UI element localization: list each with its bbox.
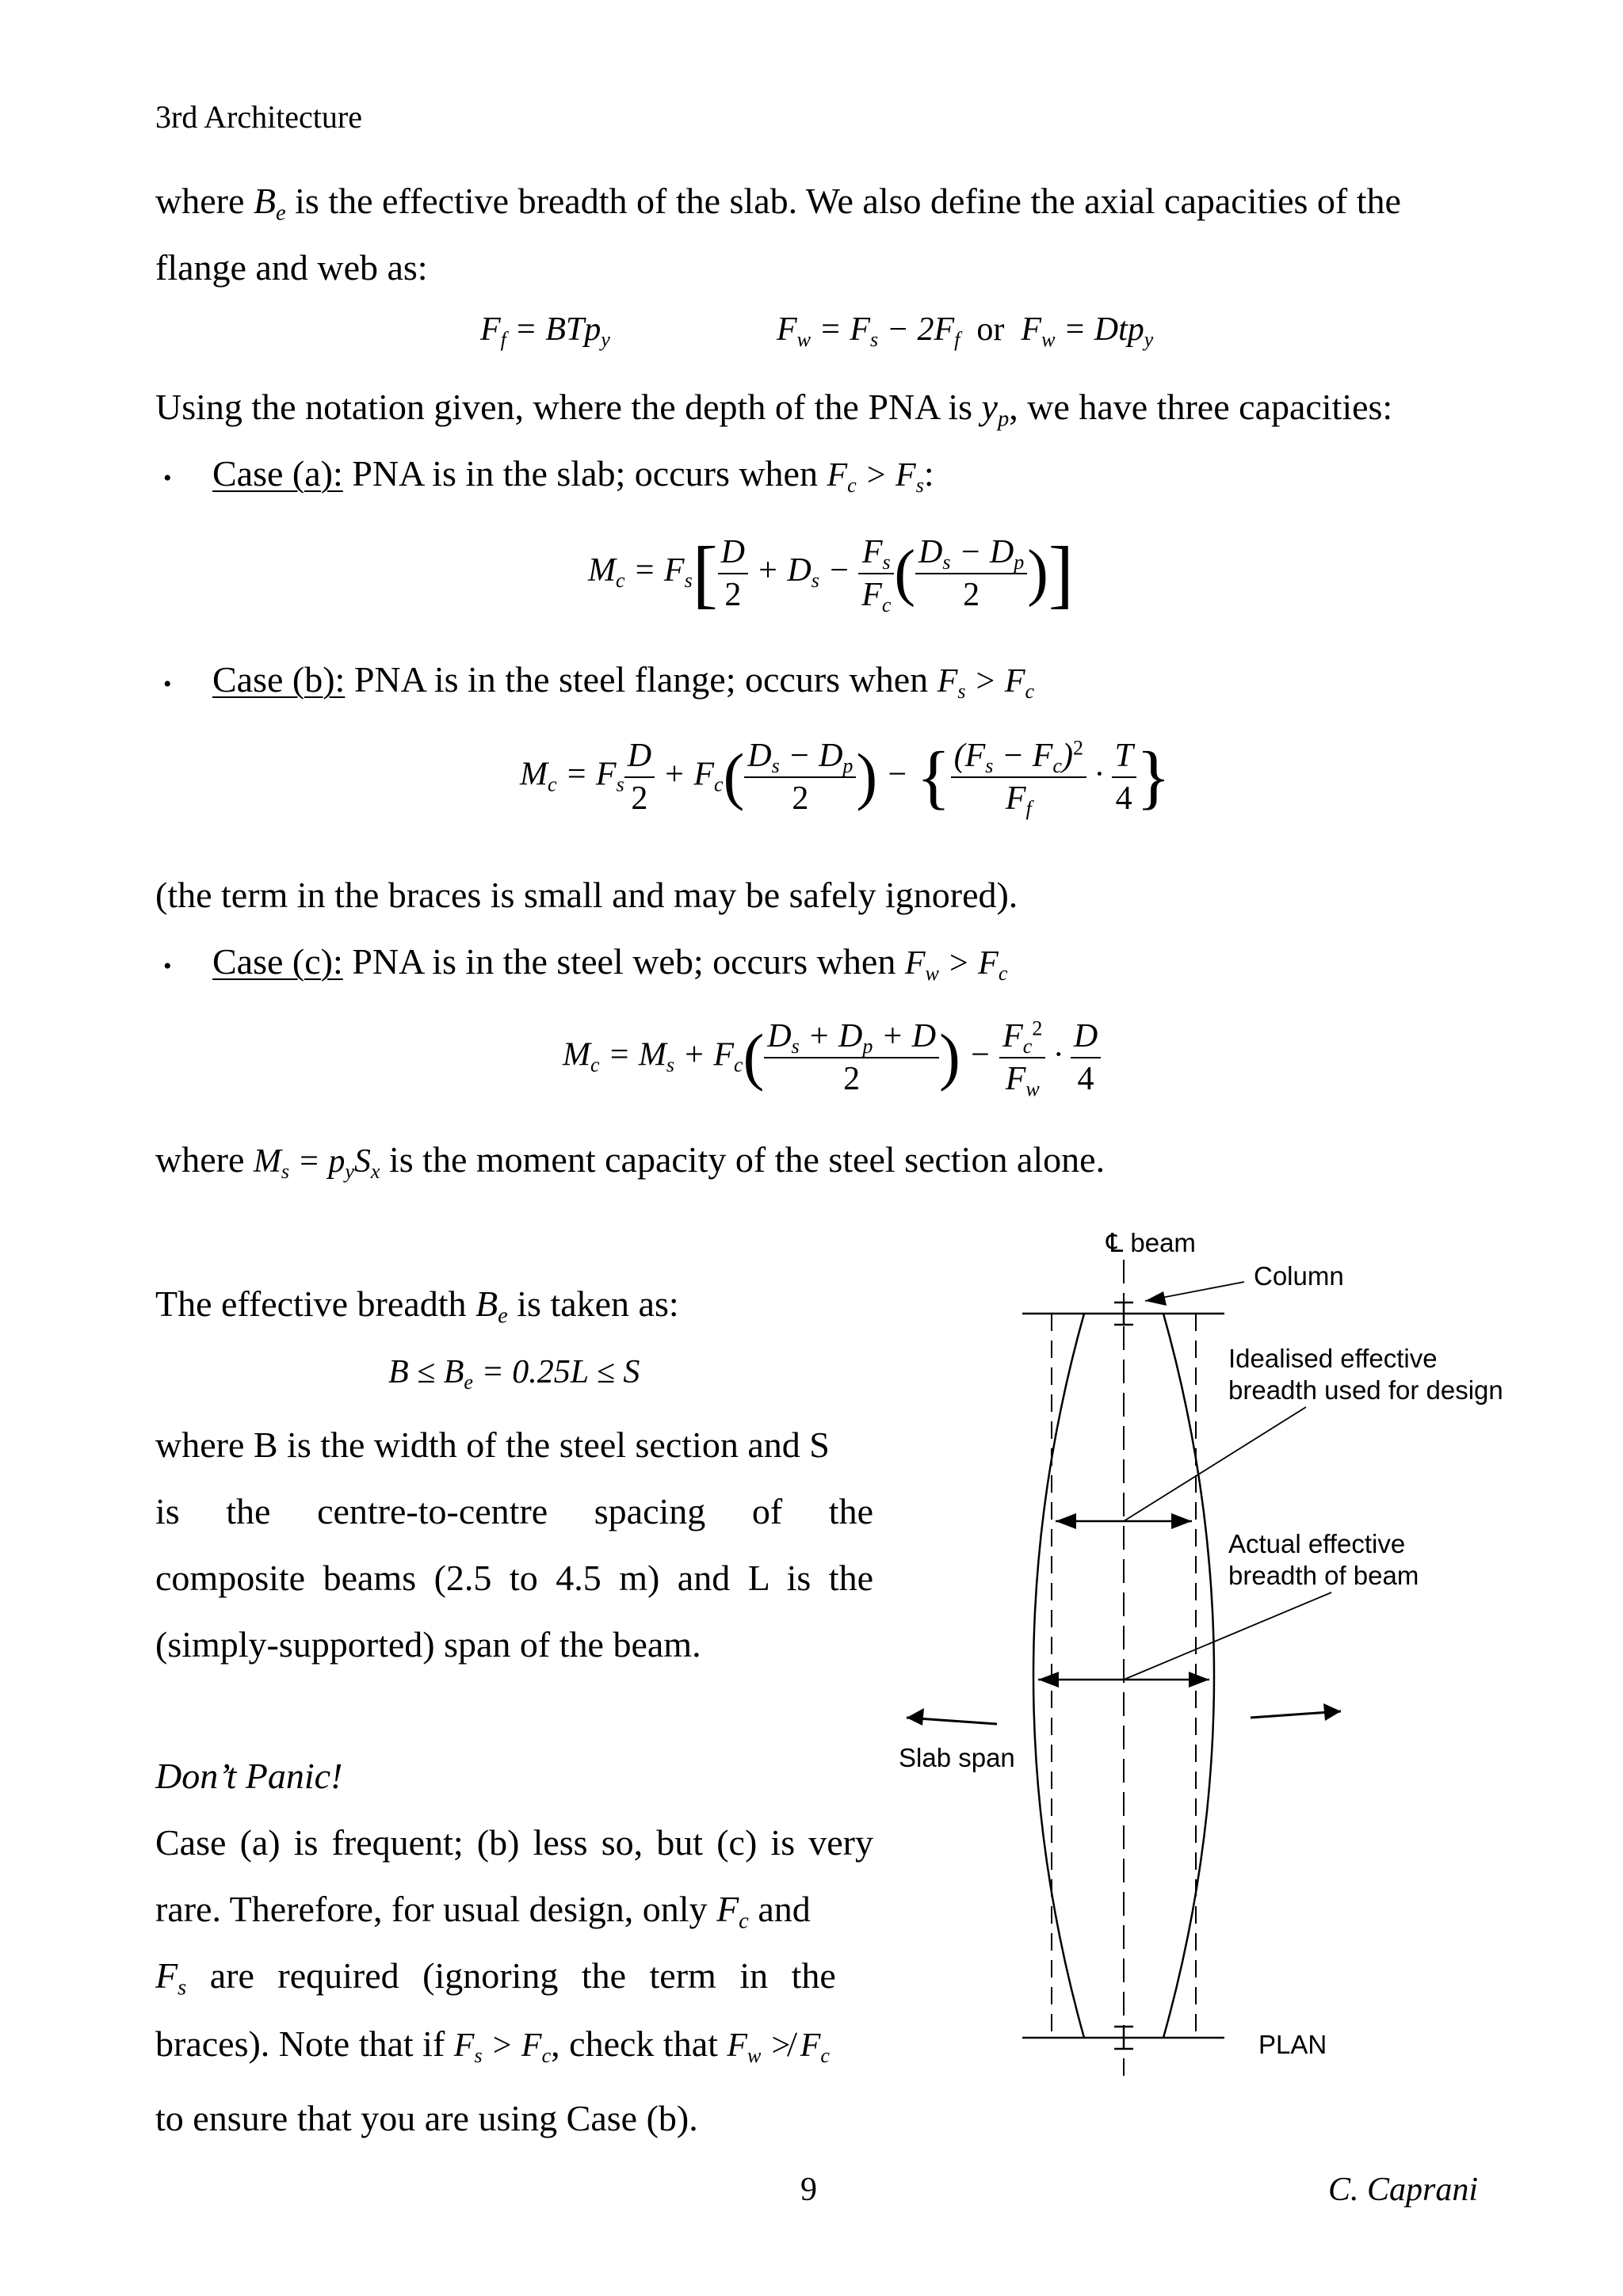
slab-span-label: Slab span — [899, 1743, 1015, 1772]
equation-case-b: $M_c = F_s$ $\frac{D}{2}$ + $F_c$( $\frac{D_s - D_p}{2}$ ) − { $\frac{(F_s - F_c)^2}{F_f}$ · $\frac{T}{4}$ } — [520, 736, 1171, 820]
equation-flange-capacity: $F_f = BTp_y$ — [480, 311, 610, 351]
case-a-bullet: • — [163, 465, 172, 491]
braces-note: (the term in the braces is small and may be safely ignored). — [155, 875, 1018, 915]
actual-label-line-2: breadth of beam — [1228, 1561, 1419, 1590]
case-c-bullet: • — [163, 953, 172, 979]
case-a-statement: Case (a): PNA is in the slab; occurs when $F_c > F_s$: — [212, 453, 934, 497]
effective-breadth-intro: The effective breadth $B_e$ is taken as: — [155, 1283, 679, 1329]
case-c-statement: Case (c): PNA is in the steel web; occurs when $F_w > F_c$ — [212, 941, 1008, 985]
dont-panic-line-1: Case (a) is frequent; (b) less so, but (c) is very — [155, 1822, 873, 1863]
ms-definition: where $M_s = p_yS_x$ is the moment capacity of the steel section alone. — [155, 1139, 1106, 1183]
actual-label-line-1: Actual effective — [1228, 1529, 1406, 1558]
effective-breadth-inequality: $B \le B_e = 0.25L \le S$ — [388, 1354, 640, 1394]
plan-label: PLAN — [1258, 2030, 1327, 2059]
dont-panic-line-2: rare. Therefore, for usual design, only $F_c$ and — [155, 1889, 811, 1934]
dont-panic-line-4: braces). Note that if $F_s > F_c$, check that $F_w$ ≯ $F_c$ — [155, 2023, 830, 2067]
running-header: 3rd Architecture — [155, 99, 362, 135]
page-number: 9 — [800, 2172, 817, 2208]
notation-sentence: Using the notation given, where the depth of the PNA is $y_p$, we have three capacities: — [155, 387, 1393, 432]
effective-breadth-para-1: where B is the width of the steel section and S — [155, 1425, 830, 1465]
intro-line-2: flange and web as: — [155, 247, 428, 288]
idealised-label-line-1: Idealised effective — [1228, 1344, 1438, 1373]
equation-web-capacity: $F_w = F_s - 2F_f$ or $F_w = Dtp_y$ — [777, 311, 1154, 351]
equation-case-c: $M_c = M_s + F_c$( $\frac{D_s + D_p + D}{2}$ ) − $\frac{F_c^2}{F_w}$ · $\frac{D}{4}$ — [563, 1016, 1101, 1100]
effective-breadth-para-3: composite beams (2.5 to 4.5 m) and L is the — [155, 1558, 873, 1598]
dont-panic-line-5: to ensure that you are using Case (b). — [155, 2098, 698, 2138]
idealised-label-line-2: breadth used for design — [1228, 1375, 1503, 1405]
actual-leader — [1124, 1592, 1331, 1680]
case-b-bullet: • — [163, 671, 172, 697]
effective-breadth-plan-diagram — [872, 1220, 1522, 2100]
dont-panic-title: Don’t Panic! — [155, 1756, 343, 1796]
idealised-leader — [1124, 1407, 1306, 1521]
case-b-statement: Case (b): PNA is in the steel flange; occurs when $F_s > F_c$ — [212, 659, 1035, 703]
cl-beam-label: ℄ beam — [1106, 1228, 1196, 1257]
equation-case-a: $M_c = F_s$[ $\frac{D}{2}$ + $D_s$ − $\frac{F_s}{F_c}$ ( $\frac{D_s - D_p}{2}$ )] — [588, 531, 1074, 616]
intro-line-1: where $B_e$ is the effective breadth of the slab. We also define the axial capacities of the — [155, 181, 1401, 226]
dont-panic-line-3: $F_s$ are required (ignoring the term in the — [155, 1955, 836, 2000]
effective-breadth-para-4: (simply-supported) span of the beam. — [155, 1624, 701, 1665]
column-label: Column — [1254, 1261, 1344, 1291]
effective-breadth-para-2: is the centre-to-centre spacing of the — [155, 1491, 873, 1531]
footer-author: C. Caprani — [1328, 2172, 1479, 2208]
